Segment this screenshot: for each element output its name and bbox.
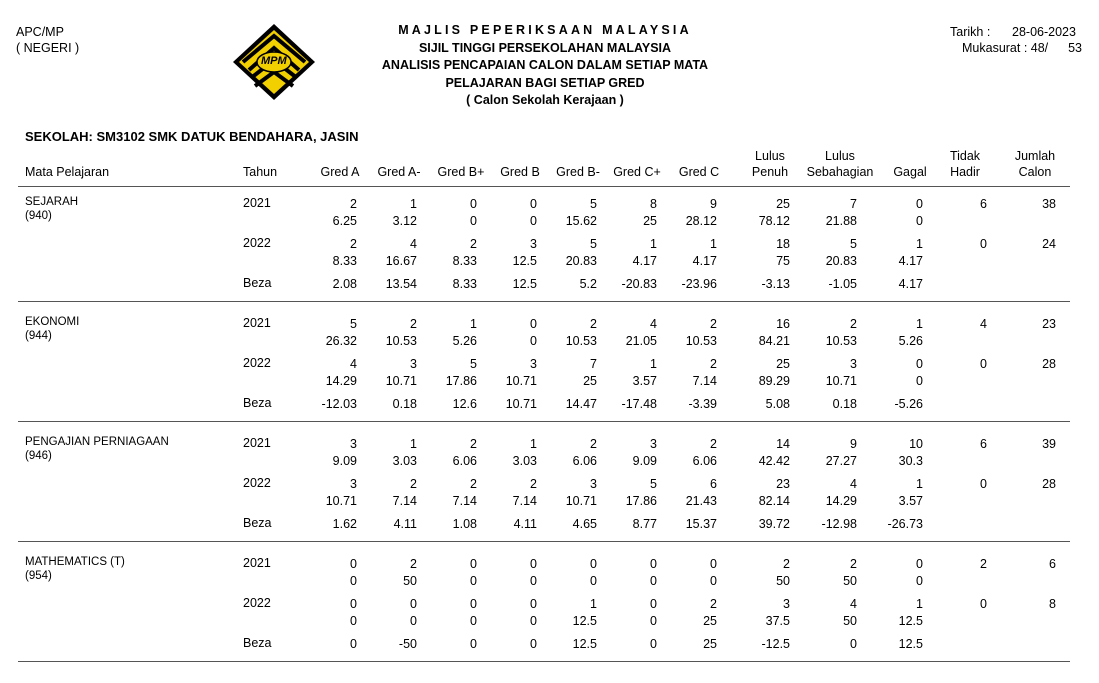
beza-cell: -20.83: [621, 277, 657, 291]
beza-cell: 14.47: [565, 397, 597, 411]
tidak-hadir-cell: 0: [980, 477, 987, 491]
subject-code: (940): [25, 210, 52, 222]
percent-cell: 9.09: [332, 454, 357, 468]
count-cell: 25: [776, 197, 790, 211]
percent-cell: 7.14: [512, 494, 537, 508]
count-cell: 8: [650, 197, 657, 211]
jumlah-calon-cell: 24: [1042, 237, 1056, 251]
percent-cell: 0: [916, 374, 923, 388]
count-cell: 0: [470, 597, 477, 611]
logo-text: MPM: [261, 55, 287, 67]
beza-cell: 8.77: [632, 517, 657, 531]
count-cell: 2: [470, 437, 477, 451]
col-grade-5: Gred C+: [613, 165, 661, 179]
percent-cell: 0: [470, 614, 477, 628]
count-cell: 3: [850, 357, 857, 371]
count-cell: 1: [650, 237, 657, 251]
tidak-hadir-cell: 6: [980, 437, 987, 451]
count-cell: 18: [776, 237, 790, 251]
beza-label: Beza: [243, 276, 272, 290]
percent-cell: 17.86: [445, 374, 477, 388]
page-total: 53: [1068, 41, 1082, 55]
percent-cell: 30.3: [898, 454, 923, 468]
col-grade-4: Gred B-: [556, 165, 600, 179]
count-cell: 0: [916, 197, 923, 211]
beza-cell: 0: [850, 637, 857, 651]
count-cell: 2: [710, 317, 717, 331]
percent-cell: 9.09: [632, 454, 657, 468]
count-cell: 2: [710, 357, 717, 371]
count-cell: 2: [710, 597, 717, 611]
percent-cell: 4.17: [692, 254, 717, 268]
percent-cell: 10.53: [565, 334, 597, 348]
count-cell: 5: [590, 197, 597, 211]
percent-cell: 0: [410, 614, 417, 628]
percent-cell: 0: [710, 574, 717, 588]
count-cell: 3: [410, 357, 417, 371]
count-cell: 1: [530, 437, 537, 451]
count-cell: 2: [710, 437, 717, 451]
count-cell: 0: [530, 317, 537, 331]
form-code: APC/MP: [16, 25, 64, 39]
percent-cell: 14.29: [325, 374, 357, 388]
col-tidak-hadir-l1: Tidak: [949, 149, 981, 163]
percent-cell: 0: [350, 614, 357, 628]
percent-cell: 50: [843, 574, 857, 588]
count-cell: 3: [590, 477, 597, 491]
count-cell: 0: [410, 597, 417, 611]
percent-cell: 7.14: [452, 494, 477, 508]
beza-cell: 10.71: [505, 397, 537, 411]
percent-cell: 8.33: [452, 254, 477, 268]
count-cell: 2: [410, 557, 417, 571]
percent-cell: 75: [776, 254, 790, 268]
count-cell: 1: [916, 477, 923, 491]
percent-cell: 7.14: [392, 494, 417, 508]
count-cell: 0: [710, 557, 717, 571]
percent-cell: 26.32: [325, 334, 357, 348]
jumlah-calon-cell: 6: [1049, 557, 1056, 571]
beza-cell: -17.48: [621, 397, 657, 411]
percent-cell: 10.71: [825, 374, 857, 388]
percent-cell: 8.33: [332, 254, 357, 268]
percent-cell: 17.86: [625, 494, 657, 508]
tidak-hadir-cell: 4: [980, 317, 987, 331]
percent-cell: 50: [843, 614, 857, 628]
beza-cell: 8.33: [452, 277, 477, 291]
jumlah-calon-cell: 38: [1042, 197, 1056, 211]
year-label: 2022: [243, 596, 271, 610]
count-cell: 3: [530, 237, 537, 251]
count-cell: 2: [783, 557, 790, 571]
subject-name: MATHEMATICS (T): [25, 556, 125, 568]
beza-cell: 4.11: [393, 517, 417, 531]
count-cell: 2: [410, 477, 417, 491]
beza-cell: 12.5: [512, 277, 537, 291]
percent-cell: 27.27: [825, 454, 857, 468]
count-cell: 7: [590, 357, 597, 371]
title-line-4: PELAJARAN BAGI SETIAP GRED: [445, 75, 645, 90]
beza-cell: 5.08: [765, 397, 790, 411]
percent-cell: 15.62: [565, 214, 597, 228]
col-year: Tahun: [243, 165, 278, 179]
percent-cell: 10.53: [385, 334, 417, 348]
tidak-hadir-cell: 0: [980, 597, 987, 611]
count-cell: 0: [470, 557, 477, 571]
percent-cell: 0: [590, 574, 597, 588]
count-cell: 2: [470, 477, 477, 491]
subject-name: SEJARAH: [25, 196, 79, 208]
percent-cell: 21.05: [625, 334, 657, 348]
title-line-5: ( Calon Sekolah Kerajaan ): [466, 93, 624, 107]
count-cell: 2: [530, 477, 537, 491]
count-cell: 9: [710, 197, 717, 211]
date-label: Tarikh :: [950, 25, 991, 39]
count-cell: 0: [916, 557, 923, 571]
col-jumlah-calon: [1005, 148, 1065, 180]
col-lulus-sebahagian-l2: Sebahagian: [806, 165, 874, 179]
beza-label: Beza: [243, 636, 272, 650]
count-cell: 5: [470, 357, 477, 371]
col-tidak-hadir-l2: Hadir: [950, 165, 980, 179]
percent-cell: 0: [916, 574, 923, 588]
beza-cell: -12.5: [761, 637, 790, 651]
section-rule: [18, 541, 1070, 542]
beza-cell: 1.62: [332, 517, 357, 531]
subject-code: (946): [25, 450, 52, 462]
count-cell: 2: [850, 557, 857, 571]
percent-cell: 82.14: [758, 494, 790, 508]
percent-cell: 12.5: [512, 254, 537, 268]
jumlah-calon-cell: 28: [1042, 477, 1056, 491]
count-cell: 3: [650, 437, 657, 451]
beza-label: Beza: [243, 516, 272, 530]
col-lulus-penuh: [740, 148, 800, 180]
count-cell: 3: [530, 357, 537, 371]
percent-cell: 3.03: [392, 454, 417, 468]
count-cell: 3: [783, 597, 790, 611]
percent-cell: 89.29: [758, 374, 790, 388]
percent-cell: 6.06: [572, 454, 597, 468]
percent-cell: 10.71: [385, 374, 417, 388]
beza-cell: 39.72: [758, 517, 790, 531]
count-cell: 1: [916, 237, 923, 251]
col-lulus-sebahagian: [800, 148, 880, 180]
percent-cell: 3.57: [898, 494, 923, 508]
beza-cell: 12.6: [452, 397, 477, 411]
count-cell: 3: [350, 477, 357, 491]
col-grade-1: Gred A-: [377, 165, 421, 179]
percent-cell: 25: [583, 374, 597, 388]
jumlah-calon-cell: 23: [1042, 317, 1056, 331]
count-cell: 4: [350, 357, 357, 371]
count-cell: 5: [650, 477, 657, 491]
year-label: 2021: [243, 436, 271, 450]
header-rule: [18, 186, 1070, 187]
percent-cell: 3.57: [632, 374, 657, 388]
report-title: [330, 22, 760, 110]
percent-cell: 21.88: [825, 214, 857, 228]
beza-cell: 1.08: [452, 517, 477, 531]
percent-cell: 78.12: [758, 214, 790, 228]
count-cell: 7: [850, 197, 857, 211]
beza-cell: -12.98: [821, 517, 857, 531]
percent-cell: 0: [530, 334, 537, 348]
beza-cell: -23.96: [681, 277, 717, 291]
beza-cell: -1.05: [828, 277, 857, 291]
count-cell: 2: [410, 317, 417, 331]
count-cell: 6: [710, 477, 717, 491]
percent-cell: 21.43: [685, 494, 717, 508]
count-cell: 4: [850, 597, 857, 611]
subject-code: (954): [25, 570, 52, 582]
percent-cell: 5.26: [898, 334, 923, 348]
percent-cell: 6.25: [332, 214, 357, 228]
beza-cell: -26.73: [887, 517, 923, 531]
col-jumlah-calon-l2: Calon: [1018, 165, 1052, 179]
percent-cell: 50: [776, 574, 790, 588]
count-cell: 1: [916, 597, 923, 611]
count-cell: 1: [710, 237, 717, 251]
scope-label: ( NEGERI ): [16, 41, 80, 55]
col-gagal: Gagal: [893, 165, 927, 179]
beza-cell: 0.18: [392, 397, 417, 411]
count-cell: 2: [350, 197, 357, 211]
count-cell: 0: [470, 197, 477, 211]
subject-name: EKONOMI: [25, 316, 80, 328]
beza-cell: 15.37: [685, 517, 717, 531]
subject-name: PENGAJIAN PERNIAGAAN: [25, 436, 169, 448]
col-grade-0: Gred A: [320, 165, 360, 179]
percent-cell: 0: [350, 574, 357, 588]
percent-cell: 3.12: [392, 214, 417, 228]
percent-cell: 4.17: [898, 254, 923, 268]
year-label: 2022: [243, 236, 271, 250]
col-grade-6: Gred C: [678, 165, 720, 179]
percent-cell: 20.83: [565, 254, 597, 268]
count-cell: 25: [776, 357, 790, 371]
percent-cell: 10.53: [825, 334, 857, 348]
count-cell: 0: [530, 597, 537, 611]
jumlah-calon-cell: 8: [1049, 597, 1056, 611]
percent-cell: 6.06: [452, 454, 477, 468]
year-label: 2022: [243, 476, 271, 490]
beza-cell: 0: [470, 637, 477, 651]
percent-cell: 37.5: [765, 614, 790, 628]
beza-cell: -3.39: [688, 397, 717, 411]
count-cell: 0: [650, 597, 657, 611]
year-label: 2021: [243, 316, 271, 330]
beza-cell: 5.2: [579, 277, 597, 291]
count-cell: 16: [776, 317, 790, 331]
date-value: 28-06-2023: [1012, 25, 1076, 39]
count-cell: 3: [350, 437, 357, 451]
year-label: 2021: [243, 196, 271, 210]
percent-cell: 3.03: [512, 454, 537, 468]
percent-cell: 5.26: [452, 334, 477, 348]
percent-cell: 0: [530, 614, 537, 628]
col-grade-3: Gred B: [500, 165, 540, 179]
count-cell: 4: [850, 477, 857, 491]
count-cell: 0: [916, 357, 923, 371]
col-lulus-penuh-l2: Penuh: [751, 165, 789, 179]
percent-cell: 0: [650, 614, 657, 628]
count-cell: 23: [776, 477, 790, 491]
tidak-hadir-cell: 0: [980, 237, 987, 251]
beza-cell: 0.18: [832, 397, 857, 411]
percent-cell: 7.14: [692, 374, 717, 388]
percent-cell: 84.21: [758, 334, 790, 348]
percent-cell: 12.5: [572, 614, 597, 628]
tidak-hadir-cell: 2: [980, 557, 987, 571]
percent-cell: 10.71: [325, 494, 357, 508]
beza-cell: -50: [398, 637, 417, 651]
count-cell: 2: [590, 317, 597, 331]
percent-cell: 0: [916, 214, 923, 228]
section-rule: [18, 301, 1070, 302]
count-cell: 1: [916, 317, 923, 331]
beza-label: Beza: [243, 396, 272, 410]
percent-cell: 0: [470, 214, 477, 228]
page-label: Mukasurat : 48/: [962, 41, 1049, 55]
beza-cell: 0: [530, 637, 537, 651]
mpm-logo: [231, 22, 317, 102]
col-subject: Mata Pelajaran: [25, 165, 110, 179]
beza-cell: -3.13: [761, 277, 790, 291]
percent-cell: 6.06: [692, 454, 717, 468]
col-tidak-hadir: [940, 148, 990, 180]
percent-cell: 25: [643, 214, 657, 228]
beza-cell: 0: [350, 637, 357, 651]
beza-cell: 2.08: [332, 277, 357, 291]
count-cell: 14: [776, 437, 790, 451]
count-cell: 0: [530, 197, 537, 211]
percent-cell: 0: [470, 574, 477, 588]
beza-cell: -5.26: [894, 397, 923, 411]
jumlah-calon-cell: 28: [1042, 357, 1056, 371]
beza-cell: 25: [703, 637, 717, 651]
count-cell: 1: [470, 317, 477, 331]
percent-cell: 4.17: [632, 254, 657, 268]
tidak-hadir-cell: 6: [980, 197, 987, 211]
col-lulus-penuh-l1: Lulus: [755, 149, 785, 163]
count-cell: 2: [470, 237, 477, 251]
percent-cell: 20.83: [825, 254, 857, 268]
percent-cell: 14.29: [825, 494, 857, 508]
percent-cell: 0: [530, 574, 537, 588]
beza-cell: 4.11: [513, 517, 537, 531]
beza-cell: -12.03: [321, 397, 357, 411]
title-line-2: SIJIL TINGGI PERSEKOLAHAN MALAYSIA: [418, 40, 672, 55]
count-cell: 2: [850, 317, 857, 331]
count-cell: 1: [410, 197, 417, 211]
count-cell: 4: [650, 317, 657, 331]
percent-cell: 0: [650, 574, 657, 588]
count-cell: 5: [850, 237, 857, 251]
tidak-hadir-cell: 0: [980, 357, 987, 371]
col-grade-2: Gred B+: [437, 165, 485, 179]
beza-cell: 12.5: [898, 637, 923, 651]
count-cell: 0: [590, 557, 597, 571]
count-cell: 1: [410, 437, 417, 451]
count-cell: 0: [530, 557, 537, 571]
count-cell: 0: [350, 597, 357, 611]
percent-cell: 12.5: [898, 614, 923, 628]
count-cell: 2: [350, 237, 357, 251]
percent-cell: 50: [403, 574, 417, 588]
section-rule: [18, 661, 1070, 662]
beza-cell: 4.17: [898, 277, 923, 291]
count-cell: 10: [909, 437, 923, 451]
count-cell: 0: [350, 557, 357, 571]
title-line-1: MAJLIS PEPERIKSAAN MALAYSIA: [398, 23, 692, 37]
count-cell: 1: [590, 597, 597, 611]
percent-cell: 16.67: [385, 254, 417, 268]
school-name: SEKOLAH: SM3102 SMK DATUK BENDAHARA, JASIN: [25, 129, 359, 144]
section-rule: [18, 421, 1070, 422]
percent-cell: 42.42: [758, 454, 790, 468]
percent-cell: 0: [530, 214, 537, 228]
count-cell: 0: [650, 557, 657, 571]
count-cell: 5: [350, 317, 357, 331]
percent-cell: 10.53: [685, 334, 717, 348]
count-cell: 5: [590, 237, 597, 251]
beza-cell: 13.54: [385, 277, 417, 291]
year-label: 2021: [243, 556, 271, 570]
subject-code: (944): [25, 330, 52, 342]
percent-cell: 10.71: [505, 374, 537, 388]
count-cell: 9: [850, 437, 857, 451]
title-line-3: ANALISIS PENCAPAIAN CALON DALAM SETIAP MATA: [381, 58, 709, 72]
col-jumlah-calon-l1: Jumlah: [1014, 149, 1056, 163]
beza-cell: 0: [650, 637, 657, 651]
col-lulus-sebahagian-l1: Lulus: [825, 149, 855, 163]
percent-cell: 28.12: [685, 214, 717, 228]
beza-cell: 12.5: [572, 637, 597, 651]
jumlah-calon-cell: 39: [1042, 437, 1056, 451]
count-cell: 2: [590, 437, 597, 451]
beza-cell: 4.65: [572, 517, 597, 531]
count-cell: 1: [650, 357, 657, 371]
percent-cell: 10.71: [565, 494, 597, 508]
count-cell: 4: [410, 237, 417, 251]
year-label: 2022: [243, 356, 271, 370]
percent-cell: 25: [703, 614, 717, 628]
